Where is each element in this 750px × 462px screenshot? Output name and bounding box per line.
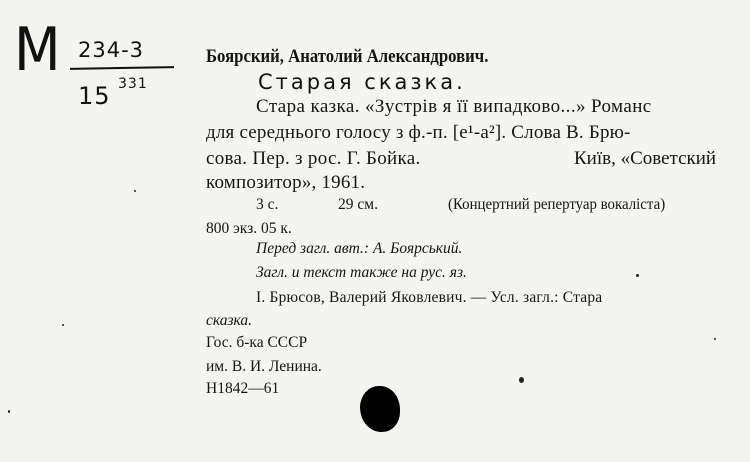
card-number: Н1842—61 [206, 380, 280, 397]
collation-pages: 3 с. [256, 196, 279, 213]
title-line-1: Стара казка. «Зустрів я її випадково...» Романс [256, 96, 652, 117]
speck-3 [8, 410, 10, 413]
title-line-4: композитор», 1961. [206, 172, 366, 193]
call-number-superscript: 331 [118, 76, 148, 92]
speck-2 [636, 274, 639, 277]
collation-size: 29 см. [338, 196, 378, 213]
call-number-divider [70, 66, 174, 70]
copies-price: 800 экз. 05 к. [206, 220, 292, 237]
author-heading: Боярский, Анатолий Александрович. [206, 46, 489, 67]
tracing-line: I. Брюсов, Валерий Яковлевич. — Усл. загл.: Стара [256, 289, 603, 306]
speck-5 [62, 324, 64, 326]
call-number-letter: М [14, 15, 62, 85]
speck-1 [519, 377, 524, 383]
series-statement: (Концертний репертуар вокаліста) [448, 196, 666, 213]
library-name-1: Гос. б-ка СССР [206, 334, 308, 351]
handwritten-title: Старая сказка. [258, 70, 466, 94]
title-line-3b: Київ, «Советский [574, 148, 717, 169]
call-number-bottom: 15 [78, 82, 111, 110]
title-line-3a: сова. Пер. з рос. Г. Бойка. [206, 148, 421, 169]
tracing-continuation: сказка. [206, 312, 253, 329]
speck-6 [714, 338, 716, 340]
library-name-2: им. В. И. Ленина. [206, 358, 322, 375]
call-number-top: 234-3 [78, 38, 145, 62]
speck-4 [134, 190, 136, 192]
ink-blot [360, 386, 400, 432]
note-language: Загл. и текст также на рус. яз. [256, 264, 467, 281]
note-author: Перед загл. авт.: А. Боярський. [256, 240, 463, 257]
title-line-2: для середнього голосу з ф.-п. [e¹-a²]. Слова В. Брю- [206, 122, 631, 143]
